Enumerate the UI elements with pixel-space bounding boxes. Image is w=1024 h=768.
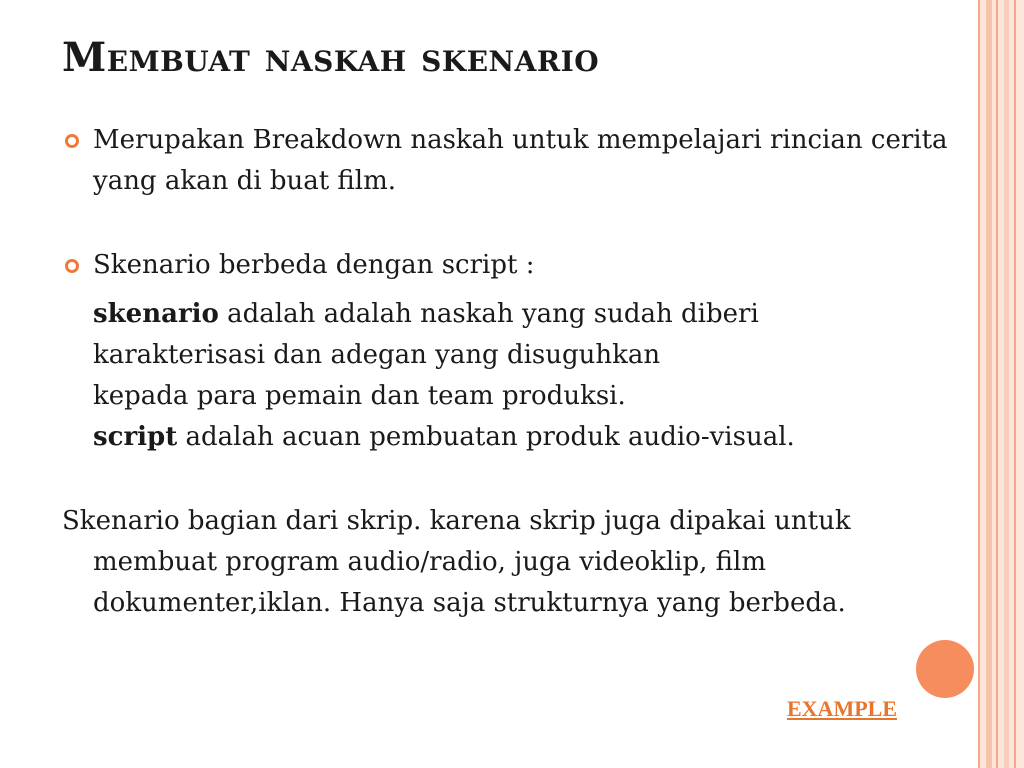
example-link[interactable]: EXAMPLE xyxy=(787,696,897,721)
definition-skenario xyxy=(93,294,962,335)
stripe xyxy=(1014,0,1016,768)
definition-text: kepada para pemain dan team produksi. xyxy=(93,381,626,411)
definition-text: adalah adalah naskah yang sudah diberi xyxy=(227,299,759,329)
ring-bullet-icon xyxy=(65,259,79,273)
closing-paragraph: Skenario bagian dari skrip. karena skrip juga dipakai untuk membuat program audio/radio, juga videoklip, film dokumenter,iklan. Hanya saja strukturnya yang berbeda. xyxy=(62,506,851,618)
bullet-item-breakdown xyxy=(62,120,962,202)
definitions-block xyxy=(62,294,962,458)
stripe xyxy=(1004,0,1009,768)
definition-text: karakterisasi dan adegan yang disuguhkan xyxy=(93,340,661,370)
bullet-item-comparison xyxy=(62,245,962,286)
stripe xyxy=(996,0,998,768)
slide-title: Membuat naskah skenario xyxy=(62,34,600,81)
definition-text: adalah acuan pembuatan produk audio-visual. xyxy=(185,422,795,452)
stripe xyxy=(986,0,992,768)
decorative-circle xyxy=(916,640,974,698)
bullet-text: Merupakan Breakdown naskah untuk mempelajari rincian cerita yang akan di buat film. xyxy=(93,125,948,196)
term-skenario: skenario xyxy=(93,299,219,329)
slide-content xyxy=(62,120,962,624)
definition-script xyxy=(93,417,962,458)
decorative-side-stripes xyxy=(978,0,1024,768)
term-script: script xyxy=(93,422,178,452)
stripe xyxy=(978,0,980,768)
ring-bullet-icon xyxy=(65,134,79,148)
bullet-text: Skenario berbeda dengan script : xyxy=(93,250,535,280)
